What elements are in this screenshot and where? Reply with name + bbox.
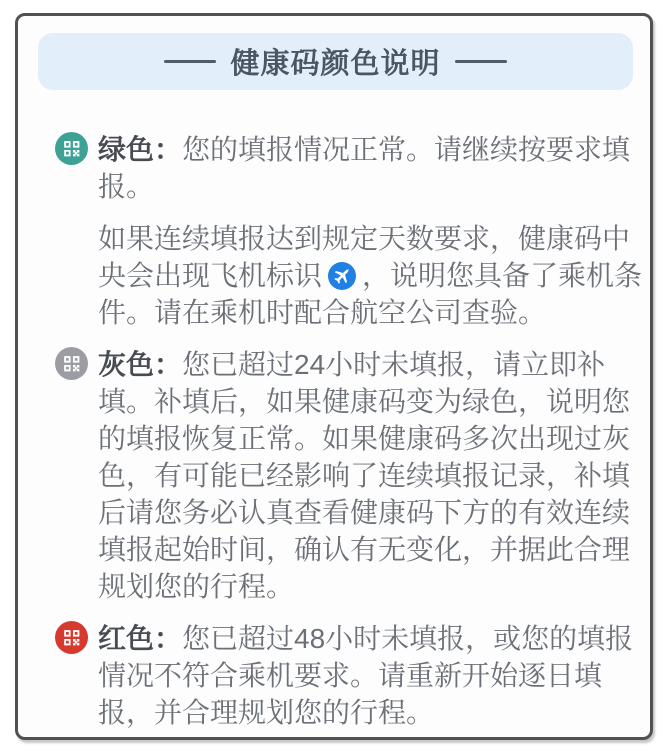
color-label-gray: 灰色： xyxy=(98,349,183,380)
section-gray-text xyxy=(98,346,643,620)
title-dash-right-icon xyxy=(455,60,507,63)
page-title: 健康码颜色说明 xyxy=(230,48,441,80)
paragraph xyxy=(98,620,643,731)
airplane-icon xyxy=(328,262,356,290)
qr-code-icon xyxy=(55,132,88,165)
section-red-text xyxy=(98,620,643,731)
section-red xyxy=(55,620,650,731)
paragraph xyxy=(98,220,643,331)
section-gray xyxy=(55,346,650,620)
paragraph-text: 您的填报情况正常。请继续按要求填报。 xyxy=(98,134,631,202)
health-code-color-guide-card xyxy=(15,13,653,740)
paragraph xyxy=(98,346,643,605)
color-label-green: 绿色： xyxy=(98,134,183,165)
paragraph xyxy=(98,131,643,205)
section-green xyxy=(55,131,650,346)
paragraph-text: ，说明您具备了乘机条件。请在乘机时配合航空公司查验。 xyxy=(98,260,643,328)
qr-code-icon xyxy=(55,621,88,654)
sections-list xyxy=(18,131,650,731)
paragraph-text: 如果连续填报达到规定天数要求，健康码中央会出现飞机标识 xyxy=(98,223,631,291)
section-green-icon-column xyxy=(55,131,88,165)
qr-code-icon xyxy=(55,347,88,380)
section-gray-icon-column xyxy=(55,346,88,380)
paragraph-text: 您已超过48小时未填报，或您的填报情况不符合乘机要求。请重新开始逐日填报，并合理规划您的行程。 xyxy=(98,623,634,728)
color-label-red: 红色： xyxy=(98,623,183,654)
title-dash-left-icon xyxy=(164,60,216,63)
section-red-icon-column xyxy=(55,620,88,654)
header-band xyxy=(38,33,633,90)
section-green-text xyxy=(98,131,643,346)
paragraph-text: 您已超过24小时未填报，请立即补填。补填后，如果健康码变为绿色，说明您的填报恢复正常。如果健康码多次出现过灰色，有可能已经影响了连续填报记录，补填后请您务必认真查看健康码下方的有效连续填报起始时间，确认有无变化，并据此合理规划您的行程。 xyxy=(98,349,631,602)
